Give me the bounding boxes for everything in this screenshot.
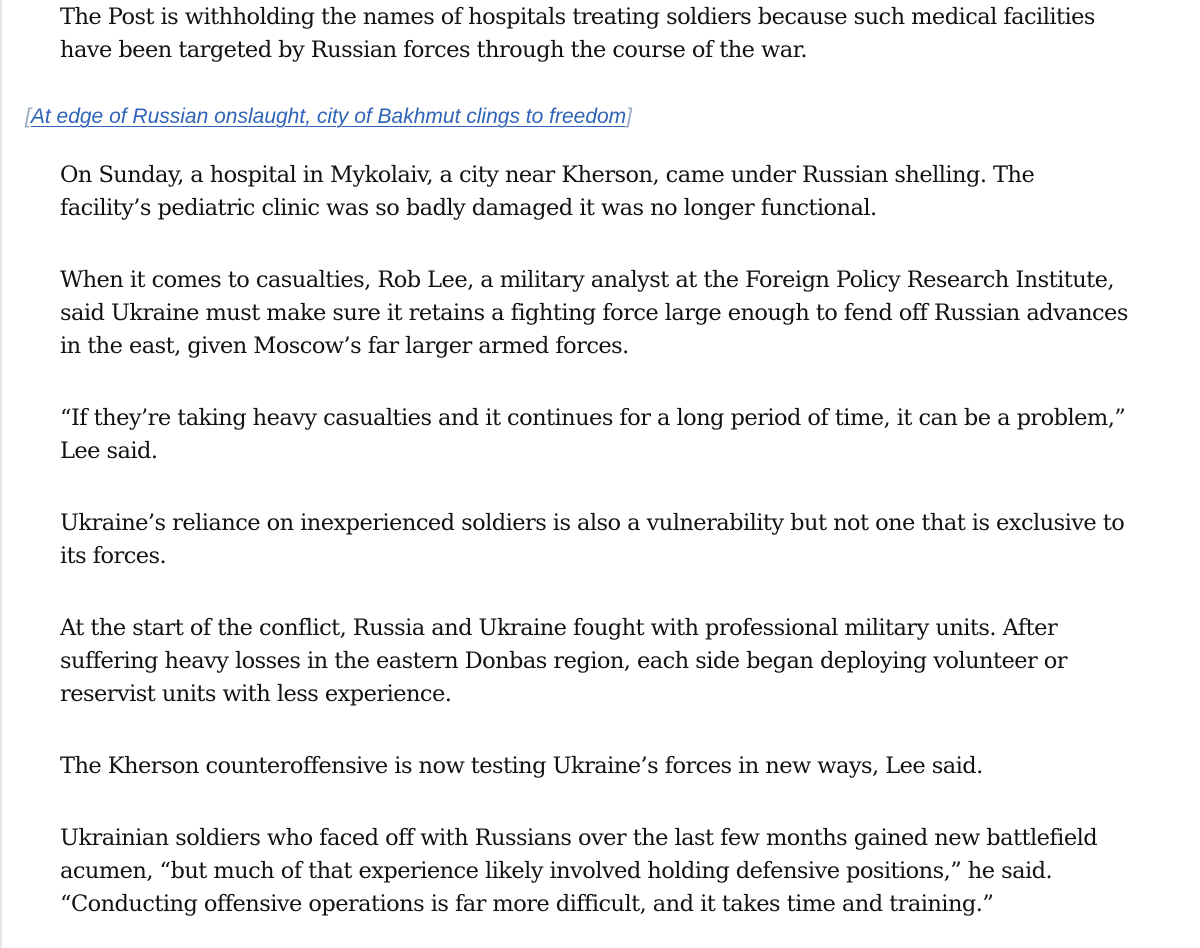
paragraph-line: Lee said. xyxy=(60,438,158,464)
paragraph-line: acumen, “but much of that experience likely involved holding defensive positions,” he said. xyxy=(60,858,1053,884)
paragraph-line: When it comes to casualties, Rob Lee, a military analyst at the Foreign Policy Research Institute, xyxy=(60,267,1115,293)
paragraph-line: Ukraine’s reliance on inexperienced soldiers is also a vulnerability but not one that is exclusive to xyxy=(60,510,1125,536)
paragraph-rob-lee-casualties xyxy=(60,264,1185,363)
paragraph-line: its forces. xyxy=(60,543,167,569)
paragraph-line: reservist units with less experience. xyxy=(60,681,452,707)
paragraph-line: The Kherson counteroffensive is now testing Ukraine’s forces in new ways, Lee said. xyxy=(60,753,983,779)
paragraph-line: facility’s pediatric clinic was so badly damaged it was no longer functional. xyxy=(60,195,877,221)
paragraph-line: “If they’re taking heavy casualties and it continues for a long period of time, it can be a problem,” xyxy=(60,405,1126,431)
paragraph-mykolaiv-shelling xyxy=(60,159,1185,225)
paragraph-line: have been targeted by Russian forces through the course of the war. xyxy=(60,37,807,63)
paragraph-battlefield-acumen xyxy=(60,822,1185,921)
related-open-bracket: [ xyxy=(25,105,31,128)
paragraph-hospital-names xyxy=(60,1,1185,67)
related-close-bracket: ] xyxy=(626,105,633,128)
related-article-link xyxy=(25,101,632,133)
paragraph-conflict-start xyxy=(60,612,1185,711)
paragraph-line: Ukrainian soldiers who faced off with Russians over the last few months gained new battlefield xyxy=(60,825,1098,851)
paragraph-line: in the east, given Moscow’s far larger armed forces. xyxy=(60,333,629,359)
left-border xyxy=(0,0,2,948)
related-article-anchor[interactable]: At edge of Russian onslaught, city of Bakhmut clings to freedom xyxy=(30,105,627,128)
paragraph-kherson-counteroffensive xyxy=(60,750,1185,783)
paragraph-line: On Sunday, a hospital in Mykolaiv, a city near Kherson, came under Russian shelling. The xyxy=(60,162,1035,188)
paragraph-line: At the start of the conflict, Russia and Ukraine fought with professional military units. After xyxy=(60,615,1058,641)
paragraph-line: said Ukraine must make sure it retains a fighting force large enough to fend off Russian advances xyxy=(60,300,1128,326)
paragraph-line: The Post is withholding the names of hospitals treating soldiers because such medical facilities xyxy=(60,4,1095,30)
paragraph-inexperienced-soldiers xyxy=(60,507,1185,573)
paragraph-lee-quote xyxy=(60,402,1185,468)
paragraph-line: suffering heavy losses in the eastern Donbas region, each side began deploying volunteer or xyxy=(60,648,1067,674)
paragraph-line: “Conducting offensive operations is far more difficult, and it takes time and training.” xyxy=(60,891,994,917)
